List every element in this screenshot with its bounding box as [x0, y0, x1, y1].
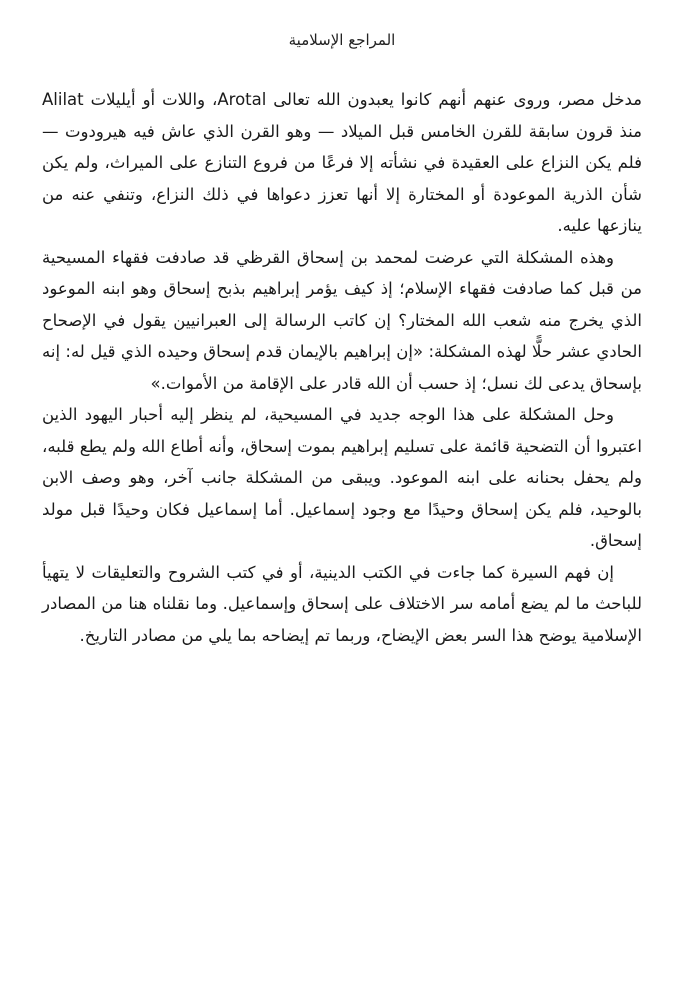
- paragraph-3: وحل المشكلة على هذا الوجه جديد في المسيحية، لم ينظر إليه أحبار اليهود الذين اعتبروا أن التضحية قائمة على تسليم إبراهيم بموت إسحاق، وأنه أطاع الله ولم يطع قلبه، ولم يحفل بحنانه على ابنه الموعود. ويبقى من المشكلة جانب آخر، وهو وصف الابن بالوحيد، فلم يكن إسحاق وحيدًا مع وجود إسماعيل. أما إسماعيل فكان وحيدًا قبل مولد إسحاق.: [42, 405, 642, 550]
- paragraph-4: إن فهم السيرة كما جاءت في الكتب الدينية، أو في كتب الشروح والتعليقات لا يتهيأ للباحث ما لم يضع أمامه سر الاختلاف على إسحاق وإسماعيل. وما نقلناه هنا من المصادر الإسلامية يوضح هذا السر بعض الإيضاح، وربما تم إيضاحه بما يلي من مصادر التاريخ.: [42, 562, 642, 645]
- running-header: المراجع الإسلامية: [288, 31, 396, 49]
- paragraph-2: وهذه المشكلة التي عرضت لمحمد بن إسحاق القرظي قد صادفت فقهاء المسيحية من قبل كما صادفت فقهاء الإسلام؛ إذ كيف يؤمر إبراهيم بذبح إسحاق وهو ابنه الموعود الذي يخرج منه شعب الله المختار؟ إن كاتب الرسالة إلى العبرانيين يقول في الإصحاح الحادي عشر حلًّا لهذه المشكلة: «إن إبراهيم بالإيمان قدم إسحاق وحيده الذي قيل له: إنه بإسحاق يدعى لك نسل؛ إذ حسب أن الله قادر على الإقامة من الأموات.»: [42, 247, 642, 393]
- paragraph-1: مدخل مصر، وروى عنهم أنهم كانوا يعبدون الله تعالى Arotal، واللات أو أيليلات Alilat منذ قرون سابقة للقرن الخامس قبل الميلاد — وهو القرن الذي عاش فيه هيرودوت — فلم يكن النزاع على العقيدة في نشأته إلا فرعًا من فروع التنازع على الميراث، ولم يكن شأن الذرية الموعودة أو المختارة إلا أنها تعزز دعواها في ذلك النزاع، وتنفي عنه من ينازعها عليه.: [42, 90, 643, 235]
- document-page: [42, 28, 642, 1000]
- body-text: [42, 84, 642, 651]
